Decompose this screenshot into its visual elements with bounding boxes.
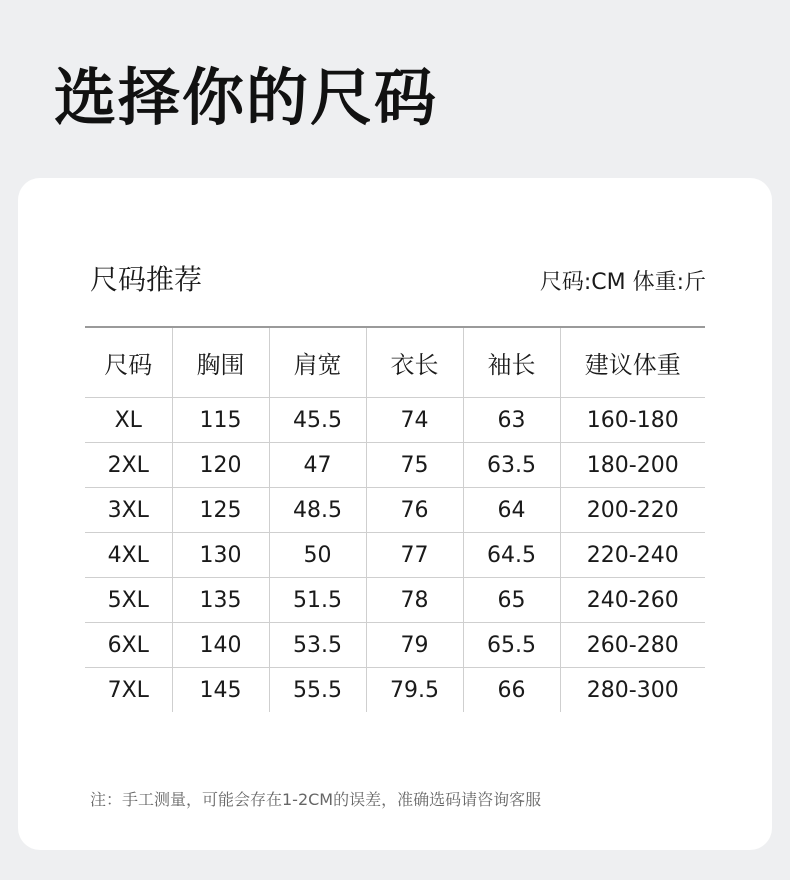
- cell-shoulder: 45.5: [269, 398, 366, 443]
- cell-sleeve: 64: [463, 488, 560, 533]
- cell-size: 6XL: [85, 623, 172, 668]
- cell-weight: 180-200: [560, 443, 705, 488]
- header-sleeve: 袖长: [463, 327, 560, 398]
- header-chest: 胸围: [172, 327, 269, 398]
- cell-weight: 280-300: [560, 668, 705, 713]
- cell-chest: 135: [172, 578, 269, 623]
- cell-sleeve: 65.5: [463, 623, 560, 668]
- table-header-row: [85, 327, 705, 398]
- cell-length: 76: [366, 488, 463, 533]
- cell-length: 74: [366, 398, 463, 443]
- cell-weight: 240-260: [560, 578, 705, 623]
- cell-shoulder: 51.5: [269, 578, 366, 623]
- cell-shoulder: 50: [269, 533, 366, 578]
- unit-note: 尺码:CM 体重:斤: [539, 270, 706, 295]
- size-card: [18, 178, 772, 850]
- cell-shoulder: 47: [269, 443, 366, 488]
- header-weight: 建议体重: [560, 327, 705, 398]
- cell-length: 75: [366, 443, 463, 488]
- cell-weight: 200-220: [560, 488, 705, 533]
- footnote: 注：手工测量，可能会存在1-2CM的误差，准确选码请咨询客服: [90, 790, 542, 809]
- cell-sleeve: 63: [463, 398, 560, 443]
- cell-length: 79: [366, 623, 463, 668]
- cell-shoulder: 55.5: [269, 668, 366, 713]
- card-title: 尺码推荐: [90, 263, 203, 296]
- cell-weight: 160-180: [560, 398, 705, 443]
- page-title: 选择你的尺码: [54, 61, 439, 134]
- cell-weight: 220-240: [560, 533, 705, 578]
- size-table: [85, 326, 705, 712]
- cell-weight: 260-280: [560, 623, 705, 668]
- cell-chest: 120: [172, 443, 269, 488]
- table-row: [85, 533, 705, 578]
- cell-chest: 125: [172, 488, 269, 533]
- table-row: [85, 398, 705, 443]
- cell-length: 78: [366, 578, 463, 623]
- cell-size: XL: [85, 398, 172, 443]
- table-row: [85, 443, 705, 488]
- table-row: [85, 668, 705, 713]
- cell-sleeve: 63.5: [463, 443, 560, 488]
- cell-sleeve: 65: [463, 578, 560, 623]
- cell-sleeve: 66: [463, 668, 560, 713]
- cell-sleeve: 64.5: [463, 533, 560, 578]
- table-row: [85, 488, 705, 533]
- cell-size: 5XL: [85, 578, 172, 623]
- header-shoulder: 肩宽: [269, 327, 366, 398]
- cell-chest: 145: [172, 668, 269, 713]
- table-row: [85, 578, 705, 623]
- cell-shoulder: 48.5: [269, 488, 366, 533]
- cell-shoulder: 53.5: [269, 623, 366, 668]
- header-size: 尺码: [104, 351, 153, 379]
- cell-size: 4XL: [85, 533, 172, 578]
- cell-chest: 140: [172, 623, 269, 668]
- cell-size: 7XL: [85, 668, 172, 713]
- cell-length: 77: [366, 533, 463, 578]
- cell-size: 2XL: [85, 443, 172, 488]
- cell-chest: 130: [172, 533, 269, 578]
- cell-chest: 115: [172, 398, 269, 443]
- cell-length: 79.5: [366, 668, 463, 713]
- header-length: 衣长: [366, 327, 463, 398]
- table-row: [85, 623, 705, 668]
- cell-size: 3XL: [85, 488, 172, 533]
